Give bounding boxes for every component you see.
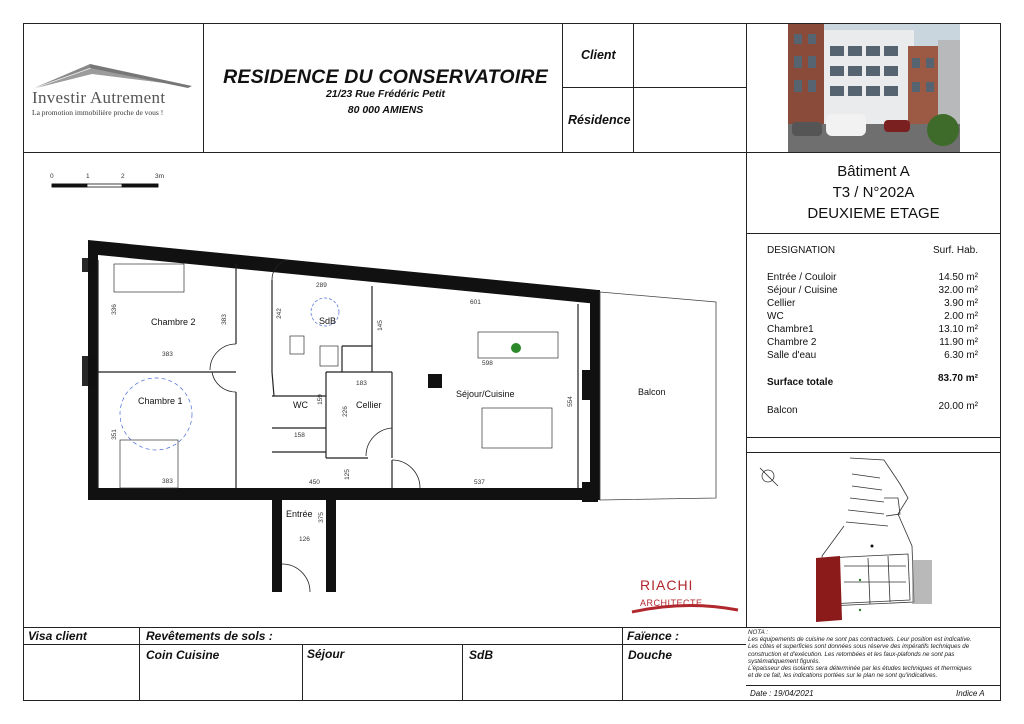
revetements-label: Revêtements de sols :	[146, 629, 273, 643]
logo-name: Investir Autrement	[32, 88, 166, 107]
dimension-label: 226	[341, 406, 349, 417]
surfaces-divider	[746, 437, 1001, 438]
room-sejour: Séjour/Cuisine	[456, 389, 515, 399]
nota-title: NOTA :	[748, 629, 768, 636]
dimension-label: 537	[474, 479, 485, 486]
building-photo	[788, 24, 960, 152]
dimension-label: 383	[162, 478, 173, 485]
total-label: Surface totale	[767, 377, 834, 388]
scale-label: 1	[86, 173, 90, 180]
sejour-label: Séjour	[307, 647, 345, 661]
residence-title: RESIDENCE DU CONSERVATOIRE	[223, 66, 548, 88]
scale-bar	[52, 184, 158, 187]
coin-cuisine-label: Coin Cuisine	[146, 648, 220, 662]
right-column-divider	[746, 23, 747, 627]
visa-client-label: Visa client	[28, 629, 87, 643]
dimension-label: 183	[356, 380, 367, 387]
dimension-label: 554	[566, 396, 574, 407]
dimension-label: 351	[110, 429, 118, 440]
footer-col-divider	[622, 627, 623, 701]
dimension-label: 159	[316, 394, 324, 405]
dimension-label: 450	[309, 479, 320, 486]
address-line2: 80 000 AMIENS	[347, 104, 424, 116]
total-value: 83.70 m²	[937, 373, 978, 384]
surface-row-value: 13.10 m²	[938, 324, 978, 335]
scale-label: 0	[50, 173, 54, 180]
surface-row-name: Séjour / Cuisine	[767, 285, 838, 296]
siteplan-top-divider	[746, 452, 1001, 453]
faience-label: Faïence :	[627, 629, 680, 643]
nota-line: Les équipements de cuisine ne sont pas contractuels. Leur position est indicative.	[748, 636, 972, 644]
footer-col-divider	[462, 644, 463, 701]
unit-location-highlight	[816, 556, 842, 622]
nota-line: L'épaisseur des isolants sera déterminée par les études techniques et thermiques	[748, 665, 972, 673]
dimension-label: 598	[482, 360, 493, 367]
sdb-label: SdB	[469, 648, 493, 662]
douche-label: Douche	[628, 648, 673, 662]
room-balcon: Balcon	[638, 387, 666, 397]
sofa-icon	[482, 408, 552, 448]
nota-line: Les côtes et superficies sont données sous réserve des impératifs techniques de	[748, 643, 970, 651]
surface-row-value: 14.50 m²	[938, 272, 978, 283]
surface-row-value: 11.90 m²	[939, 337, 978, 348]
address-line1: 21/23 Rue Frédéric Petit	[325, 88, 446, 100]
company-logo	[30, 58, 200, 118]
room-cellier: Cellier	[356, 400, 382, 410]
lot-floor: DEUXIEME ETAGE	[807, 205, 940, 222]
logo-tagline: La promotion immobilière proche de vous !	[32, 108, 164, 117]
room-sdb: SdB	[319, 316, 337, 326]
footer-divider	[23, 627, 1001, 628]
surface-row-name: Salle d'eau	[767, 350, 817, 361]
surface-row-value: 32.00 m²	[938, 285, 978, 296]
dimension-label: 336	[110, 304, 118, 315]
nota-line: construction et d'exécution. Les retombées et les faux-plafonds ne sont pas	[748, 650, 955, 658]
dimension-label: 242	[275, 308, 283, 319]
plant-icon	[511, 343, 521, 353]
dimension-label: 383	[220, 314, 228, 325]
header-divider	[23, 152, 1001, 153]
surface-row-name: WC	[767, 311, 784, 322]
indice-label: Indice A	[956, 689, 985, 698]
dimension-label: 289	[316, 282, 327, 289]
furniture	[114, 264, 558, 488]
designation-header: DESIGNATION	[767, 245, 836, 256]
door-swings	[210, 260, 420, 592]
dimension-label: 601	[470, 299, 481, 306]
surface-header: Surf. Hab.	[932, 245, 978, 256]
room-wc: WC	[293, 400, 308, 410]
balcony-label: Balcon	[767, 405, 798, 416]
room-entree: Entrée	[286, 509, 313, 519]
architect-title: ARCHITECTE	[640, 598, 703, 608]
lot-building: Bâtiment A	[837, 163, 910, 180]
footer-col-divider	[302, 644, 303, 701]
residence-label: Résidence	[568, 113, 631, 127]
footer-col-divider	[139, 627, 140, 701]
surface-row-name: Entrée / Couloir	[767, 272, 837, 283]
nota-line: et de ce fait, les indications portées sur le plan ne sont qu'indicatives.	[748, 672, 938, 680]
scale-label: 3m	[155, 173, 165, 180]
dimension-label: 126	[299, 536, 310, 543]
surface-row-name: Cellier	[767, 298, 796, 309]
dimension-label: 383	[162, 351, 173, 358]
surface-row-value: 6.30 m²	[944, 350, 978, 361]
lot-divider	[746, 233, 1001, 234]
dimension-label: 158	[294, 432, 305, 439]
surface-row-name: Chambre1	[767, 324, 814, 335]
dimension-label: 375	[317, 512, 325, 523]
nota-line: systématiquement figurés.	[748, 657, 821, 665]
footer-row-divider	[23, 644, 746, 645]
dimension-label: 145	[376, 320, 384, 331]
client-label: Client	[581, 48, 616, 62]
surface-row-value: 2.00 m²	[944, 311, 978, 322]
surface-row-name: Chambre 2	[767, 337, 817, 348]
room-chambre1: Chambre 1	[138, 396, 183, 406]
surface-row-value: 3.90 m²	[944, 298, 978, 309]
date-label: Date : 19/04/2021	[750, 689, 814, 698]
logo-divider	[203, 23, 204, 152]
roof-logo-icon	[30, 58, 200, 92]
client-row-divider	[562, 87, 746, 88]
architect-name: RIACHI	[640, 577, 694, 593]
dimension-label: 125	[343, 469, 351, 480]
nota-block	[748, 629, 998, 679]
floor-plan	[26, 160, 742, 624]
lot-unit: T3 / N°202A	[832, 184, 915, 201]
scale-label: 2	[121, 173, 125, 180]
room-chambre2: Chambre 2	[151, 317, 196, 327]
site-plan	[748, 454, 1000, 626]
balcony-value: 20.00 m²	[938, 401, 978, 412]
nota-date-divider	[746, 685, 1001, 686]
